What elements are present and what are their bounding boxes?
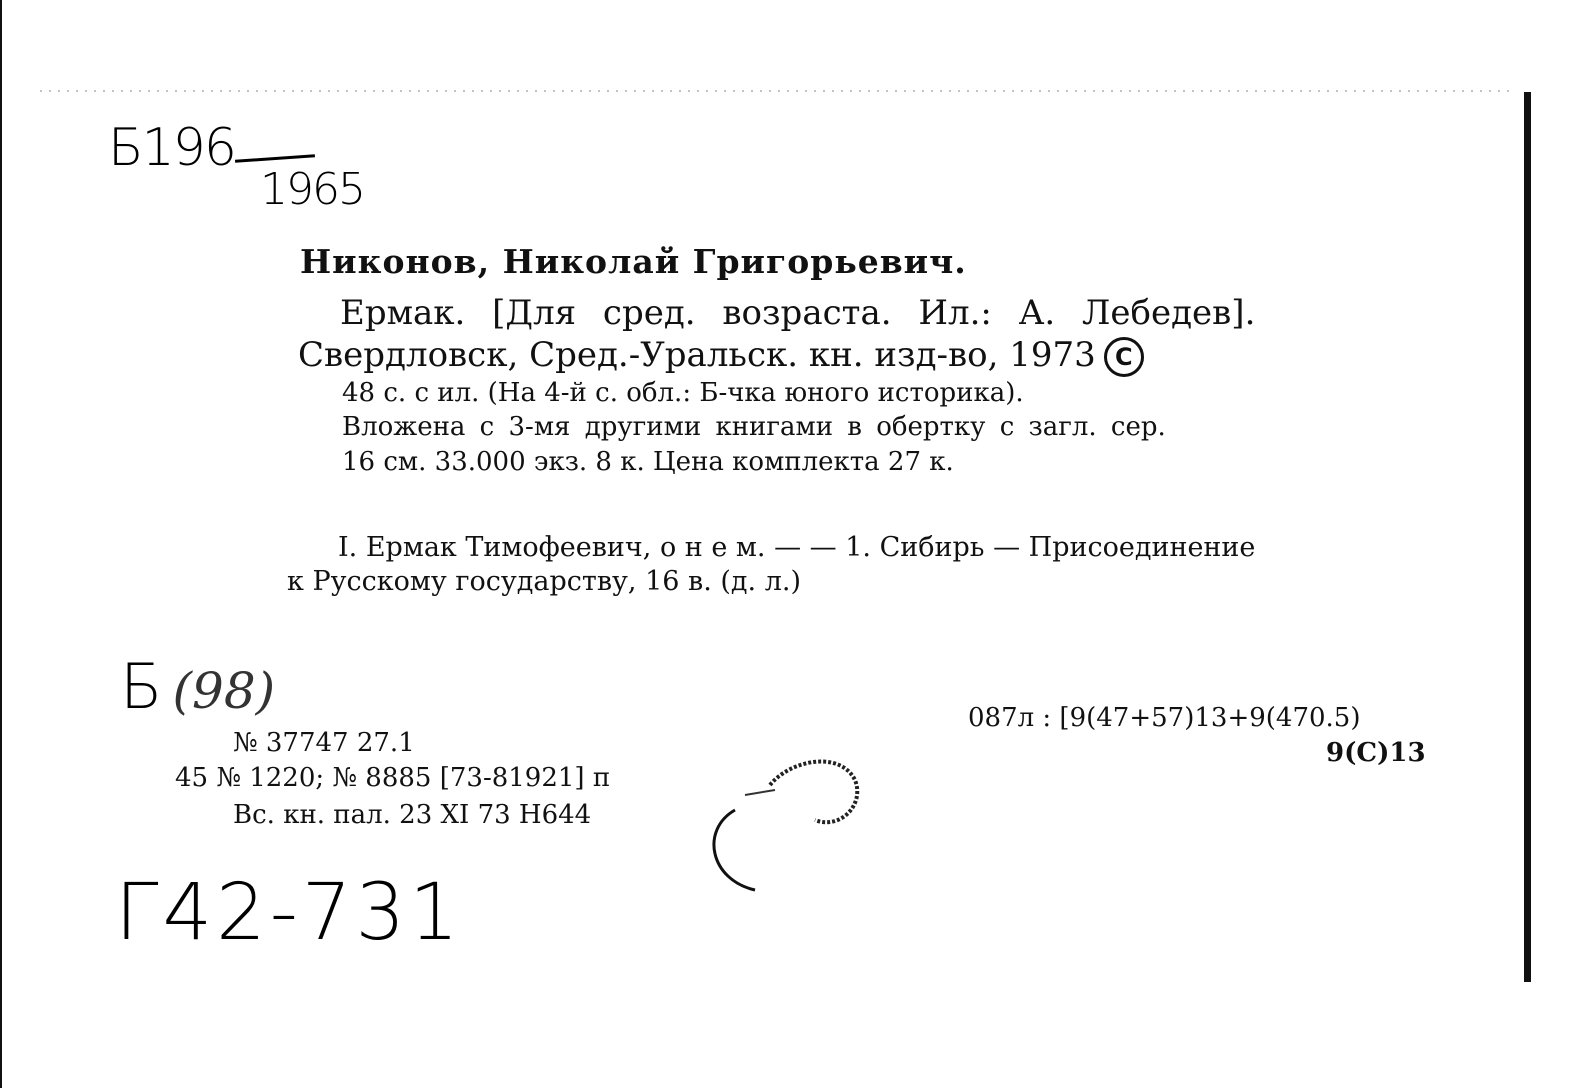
book-chamber-line: Вс. кн. пал. 23 XI 73 Н644 [233, 800, 592, 830]
card-left-edge [0, 0, 2, 1088]
imprint-line [298, 335, 1144, 377]
record-number-line: № 37747 27.1 [233, 728, 415, 758]
punch-hole-mark [690, 750, 910, 910]
card-right-edge [1524, 92, 1531, 982]
top-dotted-border [40, 90, 1510, 92]
title-line: Ермак. [Для сред. возраста. Ил.: А. Лебедев]. [340, 293, 1256, 333]
classification-index: 087л : [9(47+57)13+9(470.5) [968, 703, 1361, 733]
copyright-icon: C [1104, 337, 1144, 377]
size-print-run-line: 16 см. 33.000 экз. 8 к. Цена комплекта 27 к. [342, 447, 954, 477]
handwritten-call-year: 1965 [260, 164, 364, 215]
order-number-line: 45 № 1220; № 8885 [73-81921] п [175, 763, 611, 793]
handwritten-call-number: Б196 [108, 118, 235, 178]
shelf-mark-number: (98) [172, 662, 276, 720]
physical-description: 48 с. с ил. (На 4-й с. обл.: Б-чка юного историка). [342, 378, 1024, 408]
note-line: Вложена с 3-мя другими книгами в обертку с загл. сер. [342, 412, 1166, 442]
shelf-mark-letter: Б [120, 650, 163, 723]
subject-line-2: к Русскому государству, 16 в. (д. л.) [287, 566, 801, 597]
call-number-stroke [235, 154, 315, 163]
subject-line-1: I. Ермак Тимофеевич, о н е м. — — 1. Сибирь — Присоединение [338, 532, 1256, 563]
author-heading: Никонов, Николай Григорьевич. [300, 242, 967, 281]
imprint-text: Свердловск, Сред.-Уральск. кн. изд-во, 1973 [298, 335, 1096, 375]
handwritten-shelf-mark [120, 650, 275, 723]
handwritten-inventory-number: Г42-731 [115, 868, 463, 958]
classification-short: 9(С)13 [1326, 738, 1426, 768]
